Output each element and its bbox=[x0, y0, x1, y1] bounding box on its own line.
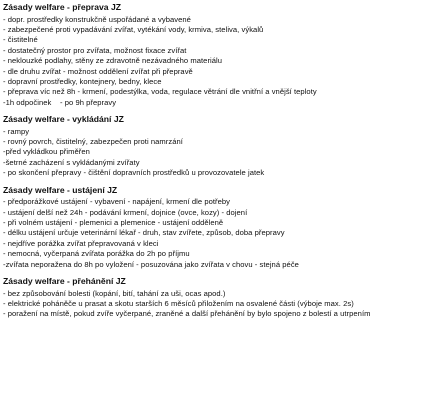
list-item: - dopr. prostředky konstrukčně uspořádané a vybavené bbox=[3, 14, 191, 24]
list-item: - délku ustájení určuje veterinární lékař - druh, stav zvířete, způsob, doba přepravy bbox=[3, 228, 285, 238]
list-item: - předporážkové ustájení - vybavení - napájení, krmení dle potřeby bbox=[3, 197, 231, 207]
list-item: - dopravní prostředky, kontejnery, bedny, klece bbox=[3, 76, 162, 86]
bullet-list bbox=[3, 127, 439, 179]
bullet-list bbox=[3, 15, 439, 109]
section-transport bbox=[3, 2, 439, 108]
list-item: - při volném ustájení - plemenici a plemenice - ustájení odděleně bbox=[3, 218, 224, 227]
list-item: - zabezpečené proti vypadávání zvířat, vytékání vody, krmiva, steliva, výkalů bbox=[3, 24, 264, 34]
list-item: -šetrné zacházení s vykládanými zvířaty bbox=[3, 157, 140, 167]
section-driving bbox=[3, 276, 439, 320]
list-item: - dostatečný prostor pro zvířata, možnost fixace zvířat bbox=[3, 45, 187, 55]
list-item: - rampy bbox=[3, 126, 30, 136]
list-item: - rovný povrch, čistitelný, zabezpečen proti namrzání bbox=[3, 137, 183, 147]
list-item: - po skončení přepravy - čištění dopravních prostředků u provozovatele jatek bbox=[3, 168, 265, 178]
list-item: - poražení na místě, pokud zvíře vyčerpané, zraněné a další přehánění by bylo spojeno z bolestí a utrpením bbox=[3, 309, 371, 319]
bullet-list bbox=[3, 289, 439, 320]
section-heading: Zásady welfare - ustájení JZ bbox=[3, 184, 118, 195]
section-housing bbox=[3, 185, 439, 270]
list-item: -1h odpočinek - po 9h přepravy bbox=[3, 97, 117, 107]
bullet-list bbox=[3, 197, 439, 270]
list-item: - neklouzké podlahy, stěny ze zdravotně nezávadného materiálu bbox=[3, 56, 223, 66]
list-item: - nejdříve porážka zvířat přepravovaná v kleci bbox=[3, 238, 159, 248]
section-heading: Zásady welfare - vykládání JZ bbox=[3, 114, 124, 125]
list-item: - ustájení delší než 24h - podávání krmení, dojnice (ovce, kozy) - dojení bbox=[3, 207, 248, 217]
list-item: - bez způsobování bolesti (kopání, bití, tahání za uši, ocas apod.) bbox=[3, 288, 226, 298]
list-item: - dle druhu zvířat - možnost oddělení zvířat při přepravě bbox=[3, 66, 193, 76]
list-item: -zvířata neporažena do 8h po vyložení - posuzována jako zvířata v chovu - stejná péče bbox=[3, 259, 299, 269]
list-item: - elektrické poháněče u prasat a skotu starších 6 měsíců přiložením na osvalené části (výboje max. 2s) bbox=[3, 298, 354, 308]
section-heading: Zásady welfare - přehánění JZ bbox=[3, 276, 126, 287]
list-item: - nemocná, vyčerpaná zvířata porážka do 2h po příjmu bbox=[3, 249, 190, 259]
list-item: - přeprava víc než 8h - krmení, podestýlka, voda, regulace větrání dle vnitřní a vnější teploty bbox=[3, 87, 317, 97]
list-item: -před vykládkou přiměřen bbox=[3, 147, 90, 157]
section-heading: Zásady welfare - přeprava JZ bbox=[3, 2, 121, 12]
section-unloading bbox=[3, 114, 439, 179]
list-item: - čistitelné bbox=[3, 35, 38, 45]
document-page bbox=[3, 2, 439, 326]
